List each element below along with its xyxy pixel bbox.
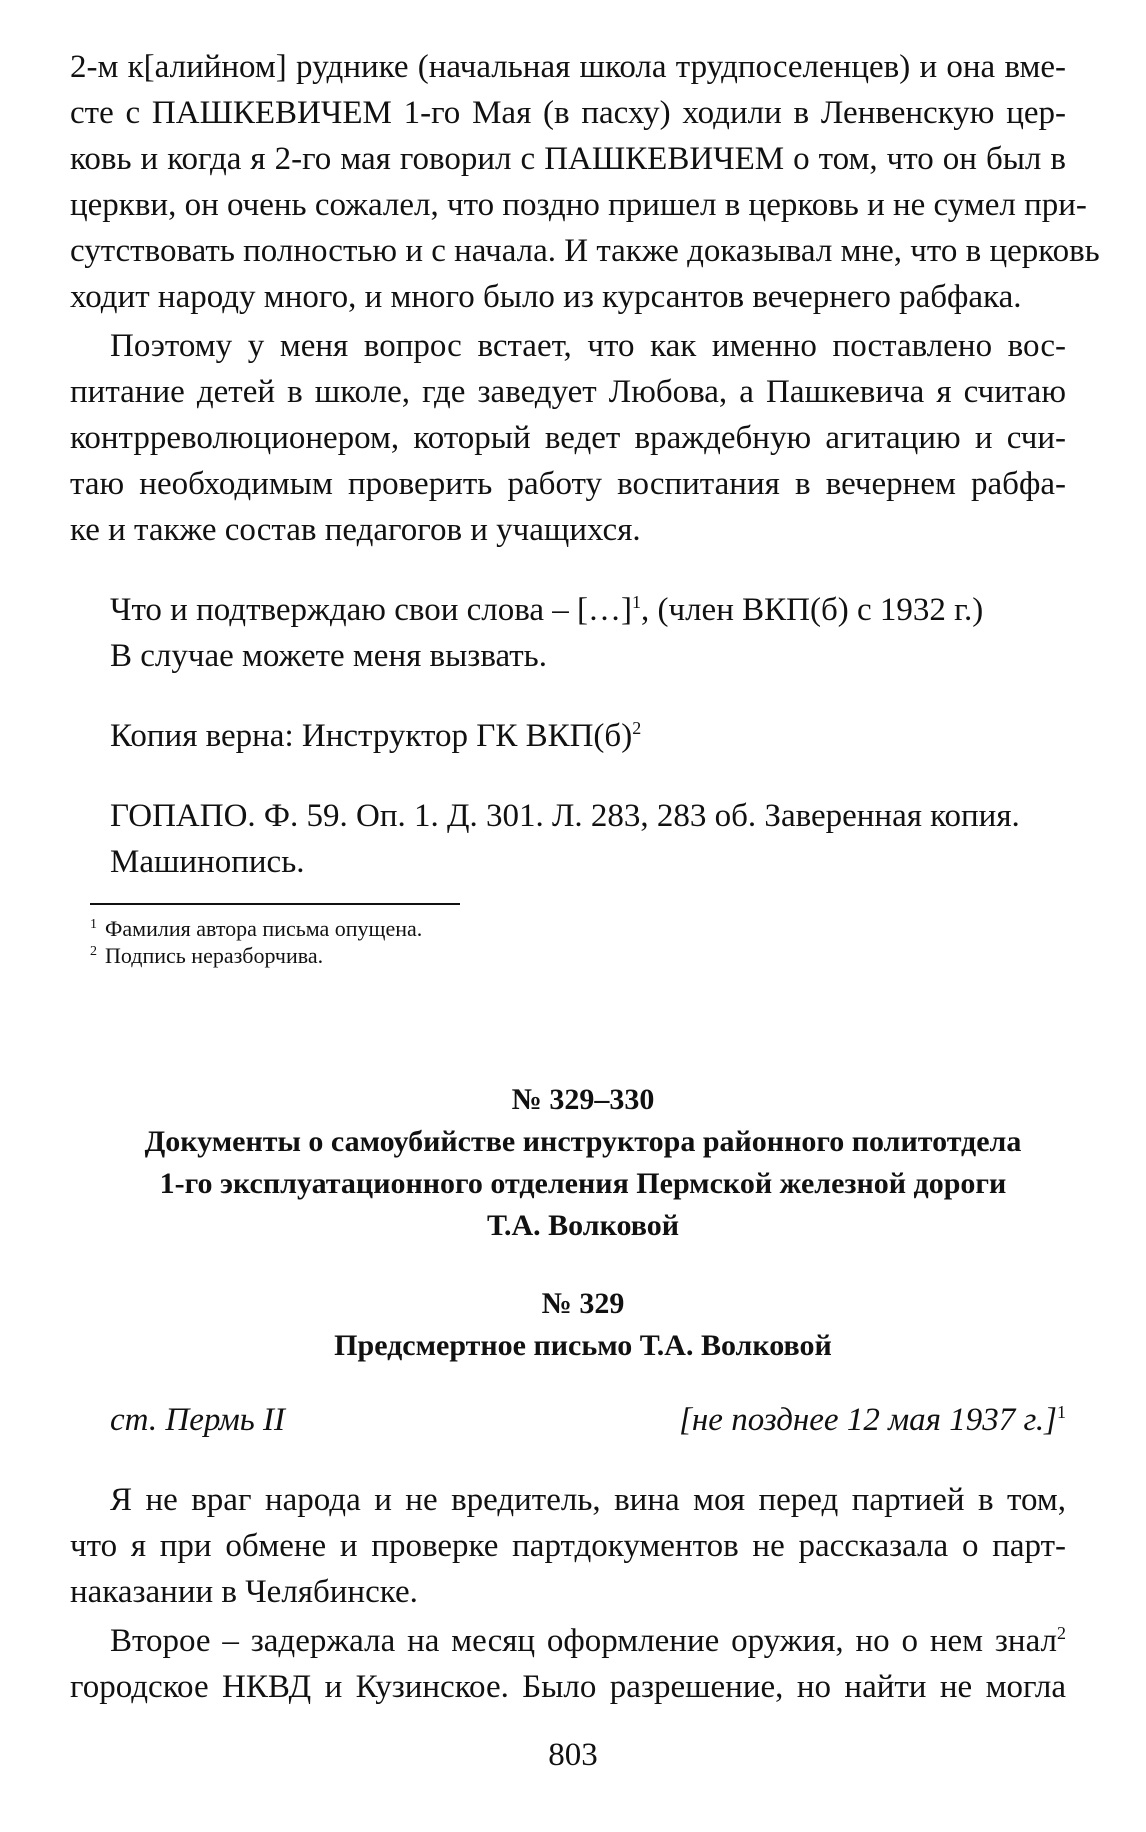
dateline-date: [не позднее 12 мая 1937 г.]	[679, 1402, 1057, 1438]
archive-line: ГОПАПО. Ф. 59. Оп. 1. Д. 301. Л. 283, 283 об. Заверенная копия.	[110, 798, 1020, 834]
letter-paragraph-2	[70, 1618, 1066, 1710]
archive-reference	[70, 793, 1066, 885]
text-line	[70, 1618, 1066, 1664]
document-page	[70, 44, 1100, 1710]
footnotes	[90, 915, 1066, 969]
page-number: 803	[548, 1737, 598, 1773]
footnote-ref-1: 1	[1057, 1402, 1066, 1422]
dateline-date-wrap	[679, 1397, 1066, 1443]
text-line: ходит народу много, и много было из курсантов вечернего рабфака.	[70, 279, 1022, 315]
confirm-tail: , (член ВКП(б) с 1932 г.)	[641, 592, 984, 628]
archive-line: Машинопись.	[110, 844, 305, 880]
text-line: контрреволюционером, который ведет враждебную агитацию и счи-	[70, 420, 1066, 456]
dateline	[70, 1397, 1066, 1443]
footnote-divider	[90, 903, 460, 905]
section-heading	[60, 1079, 1106, 1247]
section-title-line: Т.А. Волковой	[486, 1209, 680, 1242]
footnote-text: Подпись неразборчива.	[105, 943, 324, 968]
text-line: Поэтому у меня вопрос встает, что как именно поставлено вос-	[110, 328, 1066, 364]
section-number: № 329–330	[511, 1083, 655, 1116]
text-line: 2-м к[алийном] руднике (начальная школа трудпоселенцев) и она вме-	[70, 49, 1066, 85]
text-line: наказании в Челябинске.	[70, 1574, 418, 1610]
text-line: ке и также состав педагогов и учащихся.	[70, 512, 641, 548]
call-text: В случае можете меня вызвать.	[110, 638, 547, 674]
footnote-ref-1: 1	[632, 592, 641, 612]
footnote-item	[90, 942, 1066, 969]
continuation-paragraph	[70, 44, 1100, 320]
confirmation-block	[70, 587, 1066, 679]
footnote-ref-2: 2	[1057, 1623, 1066, 1643]
footnote-text: Фамилия автора письма опущена.	[105, 916, 423, 941]
text-segment: Второе – задержала на месяц оформление оружия, но о нем знал	[110, 1623, 1057, 1659]
section-title-line: Документы о самоубийстве инструктора районного политотдела	[144, 1125, 1022, 1158]
footnote-item	[90, 915, 1066, 942]
document-number: № 329	[541, 1287, 625, 1320]
footnote-ref-2: 2	[632, 718, 642, 738]
copy-text: Копия верна: Инструктор ГК ВКП(б)	[110, 718, 633, 754]
document-title: Предсмертное письмо Т.А. Волковой	[334, 1329, 832, 1362]
copy-certification	[70, 713, 1066, 759]
text-line: что я при обмене и проверке партдокументов не рассказала о парт-	[70, 1528, 1066, 1564]
text-line: городское НКВД и Кузинское. Было разрешение, но найти не могла	[70, 1669, 1066, 1705]
paragraph-2	[70, 323, 1066, 553]
footnote-mark: 1	[90, 916, 97, 932]
letter-paragraph-1	[70, 1477, 1066, 1615]
text-line: ковь и когда я 2-го мая говорил с ПАШКЕВИЧЕМ о том, что он был в	[70, 141, 1066, 177]
section-title-line: 1-го эксплуатационного отделения Пермской железной дороги	[159, 1167, 1007, 1200]
confirm-text: Что и подтверждаю свои слова – […]	[110, 592, 632, 628]
text-line: сутствовать полностью и с начала. И также доказывал мне, что в церковь	[70, 233, 1100, 269]
text-line: сте с ПАШКЕВИЧЕМ 1-го Мая (в пасху) ходили в Ленвенскую цер-	[70, 95, 1066, 131]
text-line: питание детей в школе, где заведует Любова, а Пашкевича я считаю	[70, 374, 1066, 410]
text-line: Я не враг народа и не вредитель, вина моя перед партией в том,	[110, 1482, 1066, 1518]
text-line: таю необходимым проверить работу воспитания в вечернем рабфа-	[70, 466, 1066, 502]
text-line: церкви, он очень сожалел, что поздно пришел в церковь и не сумел при-	[70, 187, 1087, 223]
dateline-place: ст. Пермь II	[110, 1402, 286, 1438]
footnote-mark: 2	[90, 943, 97, 959]
document-heading	[60, 1283, 1106, 1367]
